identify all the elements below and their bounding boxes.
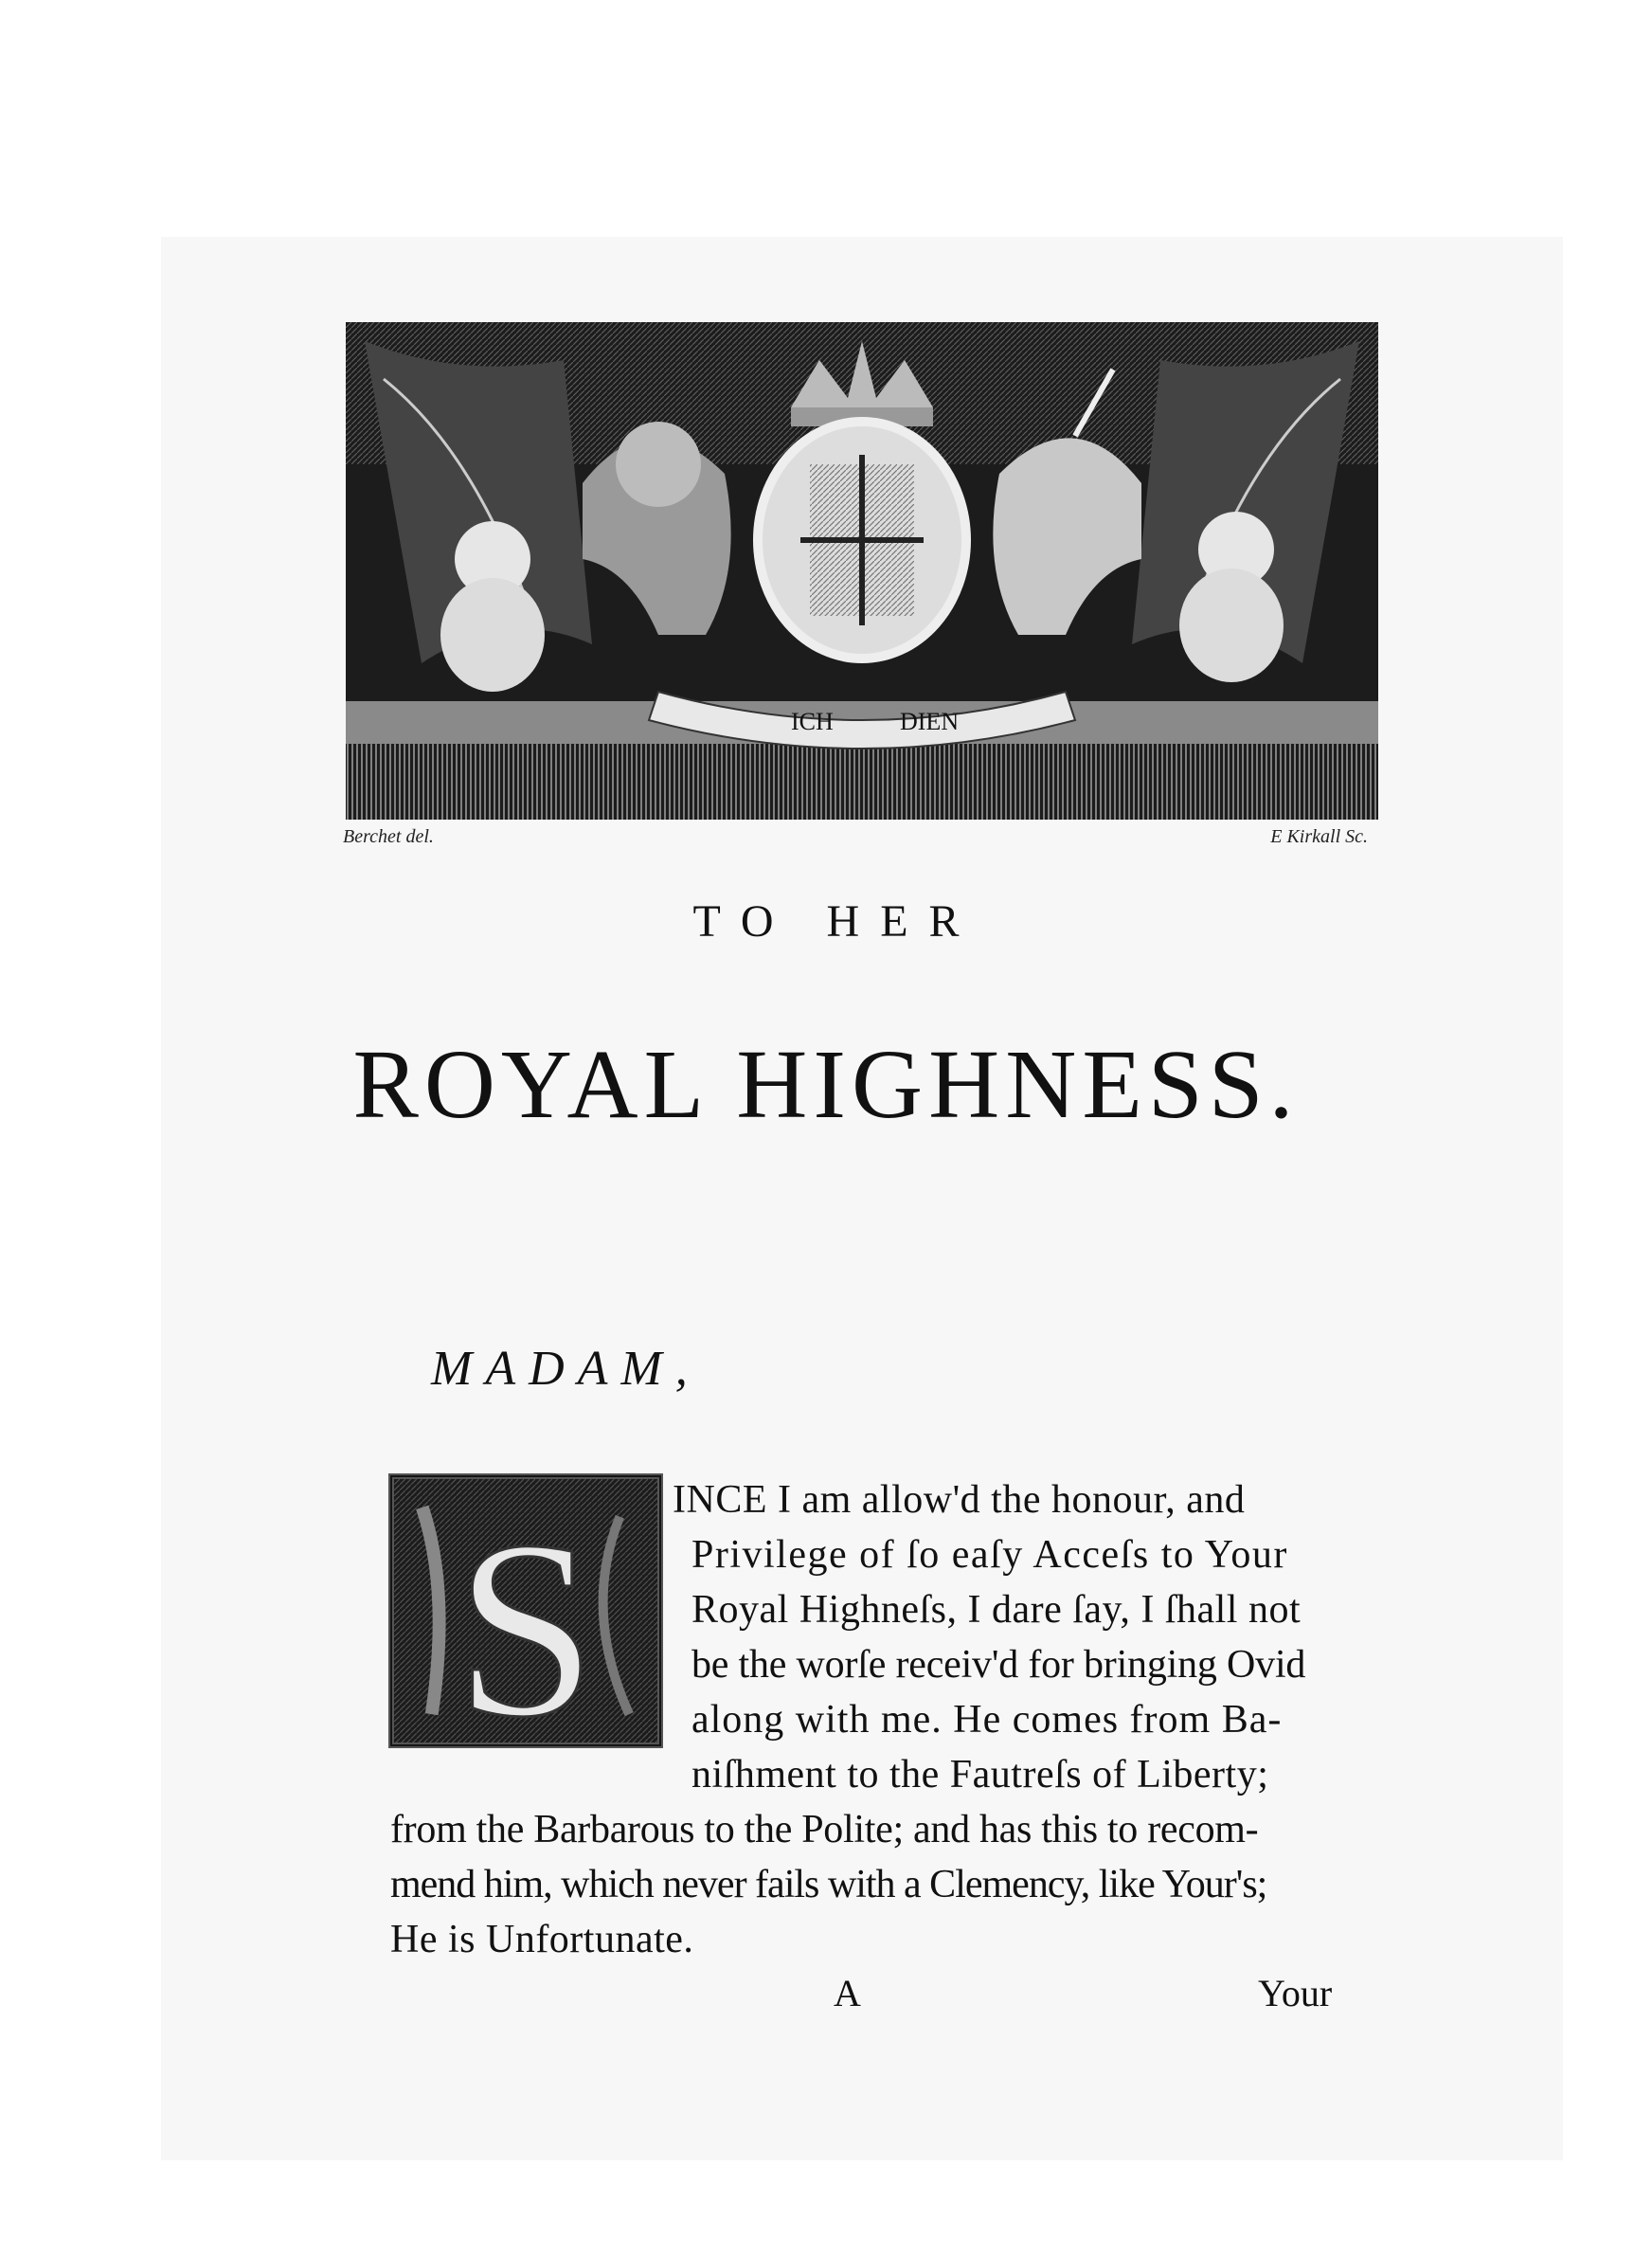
dropcap-letter: S: [455, 1488, 597, 1742]
body-line-9: He is Unfortunate.: [390, 1918, 694, 1961]
signature-mark: A: [834, 1972, 861, 2014]
body-line-7: from the Barbarous to the Polite; and has this to recom-: [390, 1808, 1259, 1851]
engraving-credit-designer: Berchet del.: [343, 826, 434, 847]
body-line-8: mend him, which never fails with a Clemency, like Your's;: [390, 1863, 1267, 1906]
engraving-credit-engraver: E Kirkall Sc.: [1270, 826, 1368, 847]
body-line-6: niſhment to the Fautreſs of Liberty;: [691, 1753, 1269, 1797]
body-line-1: INCE I am allow'd the honour, and: [673, 1478, 1246, 1522]
catchword: Your: [1258, 1972, 1333, 2014]
body-line-3: Royal Highneſs, I dare ſay, I ſhall not: [691, 1588, 1302, 1632]
decorated-initial: [388, 1473, 663, 1748]
body-line-5: along with me. He comes from Ba-: [691, 1698, 1283, 1742]
motto-ich: ICH: [791, 708, 834, 735]
title-royal-highness: ROYAL HIGHNESS.: [352, 1030, 1300, 1139]
motto-dien: DIEN: [900, 708, 960, 735]
body-line-2: Privilege of ſo eaſy Acceſs to Your: [691, 1533, 1288, 1577]
title-to-her: TO HER: [692, 896, 980, 947]
engraved-headpiece: [346, 322, 1378, 820]
coat-of-arms-engraving: [346, 322, 1378, 820]
initial-s-ornament: [394, 1479, 657, 1742]
body-line-4: be the worſe receiv'd for bringing Ovid: [691, 1643, 1306, 1687]
salutation: MADAM,: [431, 1342, 701, 1396]
